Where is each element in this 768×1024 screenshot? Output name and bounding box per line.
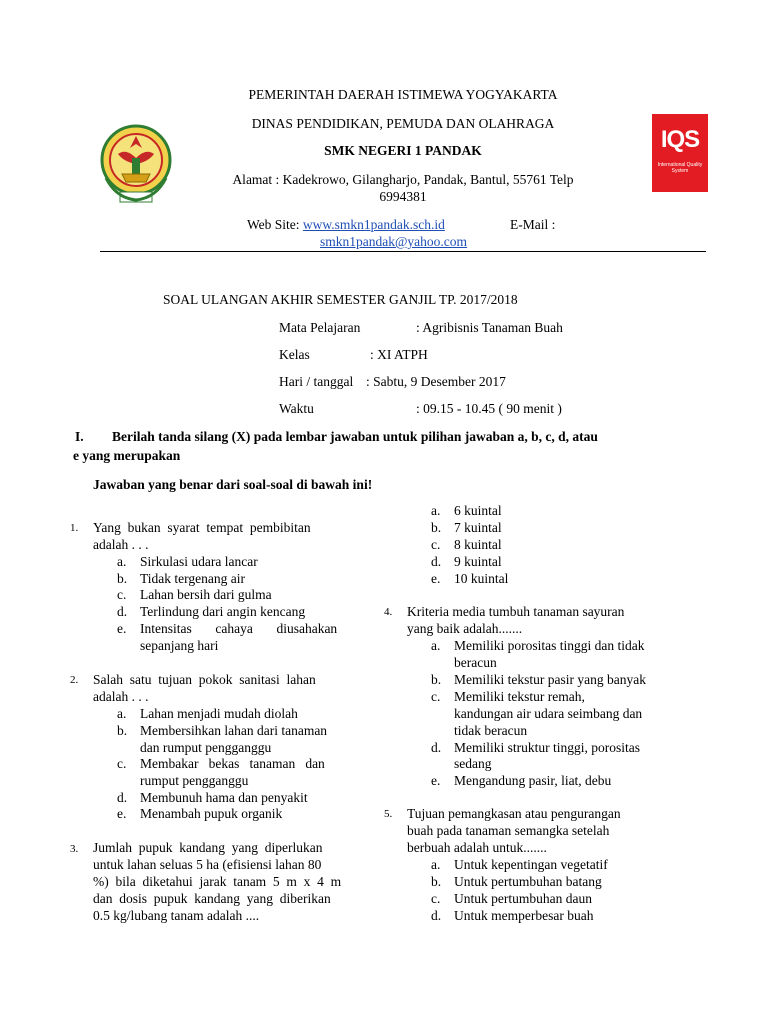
- instruction-line3: Jawaban yang benar dari soal-soal di bawah ini!: [93, 477, 373, 492]
- question-1-stem-line2: adalah . . .: [93, 537, 149, 552]
- question-1-number: 1.: [70, 522, 79, 534]
- question-5-option-a: Untuk kepentingan vegetatif: [454, 857, 608, 872]
- class-value: : XI ATPH: [370, 347, 428, 362]
- question-1-stem-line1: Yang bukan syarat tempat pembibitan: [93, 520, 311, 535]
- question-3-option-e: 10 kuintal: [454, 571, 509, 586]
- question-2-option-a: Lahan menjadi mudah diolah: [140, 706, 298, 721]
- question-4-option-e: Mengandung pasir, liat, debu: [454, 773, 612, 788]
- question-2-option-a-letter: a.: [117, 706, 127, 721]
- question-4-option-d: Memiliki struktur tinggi, porositas: [454, 740, 640, 755]
- email-link[interactable]: smkn1pandak@yahoo.com: [320, 234, 468, 249]
- question-5-option-b-letter: b.: [431, 874, 442, 889]
- question-2-stem-line2: adalah . . .: [93, 689, 149, 704]
- question-4-option-b: Memiliki tekstur pasir yang banyak: [454, 672, 646, 687]
- question-5-option-a-letter: a.: [431, 857, 441, 872]
- question-3-number: 3.: [70, 843, 79, 855]
- instruction-line2: e yang merupakan: [73, 448, 181, 463]
- question-4-stem-line2: yang baik adalah.......: [407, 621, 523, 636]
- letterhead-website: [247, 217, 445, 233]
- question-1-option-b: Tidak tergenang air: [140, 571, 245, 586]
- question-1-option-a: Sirkulasi udara lancar: [140, 554, 258, 569]
- question-2-option-c: Membakar bekas tanaman dan: [140, 756, 325, 771]
- question-2-option-c-letter: c.: [117, 756, 127, 771]
- question-3-option-b-letter: b.: [431, 520, 442, 535]
- question-3-option-b: 7 kuintal: [454, 520, 502, 535]
- date-label: Hari / tanggal: [279, 374, 354, 389]
- question-3-option-a-letter: a.: [431, 503, 441, 518]
- question-4-number: 4.: [384, 606, 393, 618]
- question-4-option-b-letter: b.: [431, 672, 442, 687]
- question-1-option-c: Lahan bersih dari gulma: [140, 587, 272, 602]
- question-3-option-c-letter: c.: [431, 537, 441, 552]
- question-1-option-d: Terlindung dari angin kencang: [140, 604, 306, 619]
- question-2-option-d: Membunuh hama dan penyakit: [140, 790, 308, 805]
- question-3-option-d-letter: d.: [431, 554, 442, 569]
- question-4-option-c-cont1: kandungan air udara seimbang dan: [454, 706, 643, 721]
- letterhead-address-line2: 6994381: [379, 189, 427, 204]
- website-label: Web Site:: [247, 217, 303, 232]
- question-5-stem-line2: buah pada tanaman semangka setelah: [407, 823, 610, 838]
- iqs-logo-subtext: International Quality System: [657, 162, 703, 174]
- question-4-option-d-cont: sedang: [454, 756, 492, 771]
- question-3-option-d: 9 kuintal: [454, 554, 502, 569]
- question-1-option-d-letter: d.: [117, 604, 128, 619]
- question-2-option-d-letter: d.: [117, 790, 128, 805]
- question-4-stem-line1: Kriteria media tumbuh tanaman sayuran: [407, 604, 625, 619]
- website-link[interactable]: www.smkn1pandak.sch.id: [302, 217, 445, 232]
- question-3-stem-line5: 0.5 kg/lubang tanam adalah ....: [93, 908, 260, 923]
- letterhead-government: PEMERINTAH DAERAH ISTIMEWA YOGYAKARTA: [248, 87, 558, 102]
- iqs-logo: [652, 114, 708, 192]
- question-5-stem-line1: Tujuan pemangkasan atau pengurangan: [407, 806, 621, 821]
- date-value: : Sabtu, 9 Desember 2017: [366, 374, 506, 389]
- question-2-number: 2.: [70, 674, 79, 686]
- time-value: : 09.15 - 10.45 ( 90 menit ): [416, 401, 562, 416]
- subject-value: : Agribisnis Tanaman Buah: [416, 320, 563, 335]
- question-5-option-c: Untuk pertumbuhan daun: [454, 891, 592, 906]
- question-2-option-b: Membersihkan lahan dari tanaman: [140, 723, 328, 738]
- question-5-option-c-letter: c.: [431, 891, 441, 906]
- question-4-option-a: Memiliki porositas tinggi dan tidak: [454, 638, 645, 653]
- letterhead-school-name: SMK NEGERI 1 PANDAK: [324, 143, 482, 158]
- question-1-option-e-cont: sepanjang hari: [140, 638, 219, 653]
- question-3-option-e-letter: e.: [431, 571, 441, 586]
- question-3-stem-line4: dan dosis pupuk kandang yang diberikan: [93, 891, 331, 906]
- question-4-option-e-letter: e.: [431, 773, 441, 788]
- question-2-option-b-letter: b.: [117, 723, 128, 738]
- question-3-stem-line2: untuk lahan seluas 5 ha (efisiensi lahan 80: [93, 857, 322, 872]
- question-2-option-e: Menambah pupuk organik: [140, 806, 283, 821]
- letterhead-department: DINAS PENDIDIKAN, PEMUDA DAN OLAHRAGA: [251, 116, 555, 131]
- question-2-option-c-cont: rumput pengganggu: [140, 773, 249, 788]
- question-5-option-d-letter: d.: [431, 908, 442, 923]
- letterhead-divider: [100, 251, 706, 252]
- question-4-option-a-letter: a.: [431, 638, 441, 653]
- question-1-option-e: Intensitas cahaya diusahakan: [140, 621, 338, 636]
- question-2-option-e-letter: e.: [117, 806, 127, 821]
- iqs-logo-text: IQS: [660, 126, 700, 153]
- question-2-stem-line1: Salah satu tujuan pokok sanitasi lahan: [93, 672, 316, 687]
- question-3-stem-line1: Jumlah pupuk kandang yang diperlukan: [93, 840, 323, 855]
- question-4-option-d-letter: d.: [431, 740, 442, 755]
- instruction-line1: Berilah tanda silang (X) pada lembar jawaban untuk pilihan jawaban a, b, c, d, atau: [112, 429, 598, 444]
- question-1-option-c-letter: c.: [117, 587, 127, 602]
- question-5-option-d: Untuk memperbesar buah: [454, 908, 594, 923]
- question-4-option-a-cont: beracun: [454, 655, 497, 670]
- email-label: E-Mail :: [510, 217, 556, 232]
- question-1-option-e-letter: e.: [117, 621, 127, 636]
- question-4-option-c-cont2: tidak beracun: [454, 723, 528, 738]
- section-number: I.: [75, 429, 84, 444]
- question-3-option-a: 6 kuintal: [454, 503, 502, 518]
- letterhead-address-line1: Alamat : Kadekrowo, Gilangharjo, Pandak, Bantul, 55761 Telp: [232, 172, 574, 187]
- question-3-option-c: 8 kuintal: [454, 537, 502, 552]
- class-label: Kelas: [279, 347, 310, 362]
- question-1-option-b-letter: b.: [117, 571, 128, 586]
- subject-label: Mata Pelajaran: [279, 320, 361, 335]
- time-label: Waktu: [279, 401, 314, 416]
- question-5-stem-line3: berbuah adalah untuk.......: [407, 840, 547, 855]
- question-4-option-c-letter: c.: [431, 689, 441, 704]
- question-2-option-b-cont: dan rumput pengganggu: [140, 740, 272, 755]
- question-5-number: 5.: [384, 808, 393, 820]
- question-4-option-c: Memiliki tekstur remah,: [454, 689, 585, 704]
- question-5-option-b: Untuk pertumbuhan batang: [454, 874, 602, 889]
- question-3-stem-line3: %) bila diketahui jarak tanam 5 m x 4 m: [93, 874, 342, 889]
- question-1-option-a-letter: a.: [117, 554, 127, 569]
- exam-title: SOAL ULANGAN AKHIR SEMESTER GANJIL TP. 2017/2018: [163, 292, 518, 307]
